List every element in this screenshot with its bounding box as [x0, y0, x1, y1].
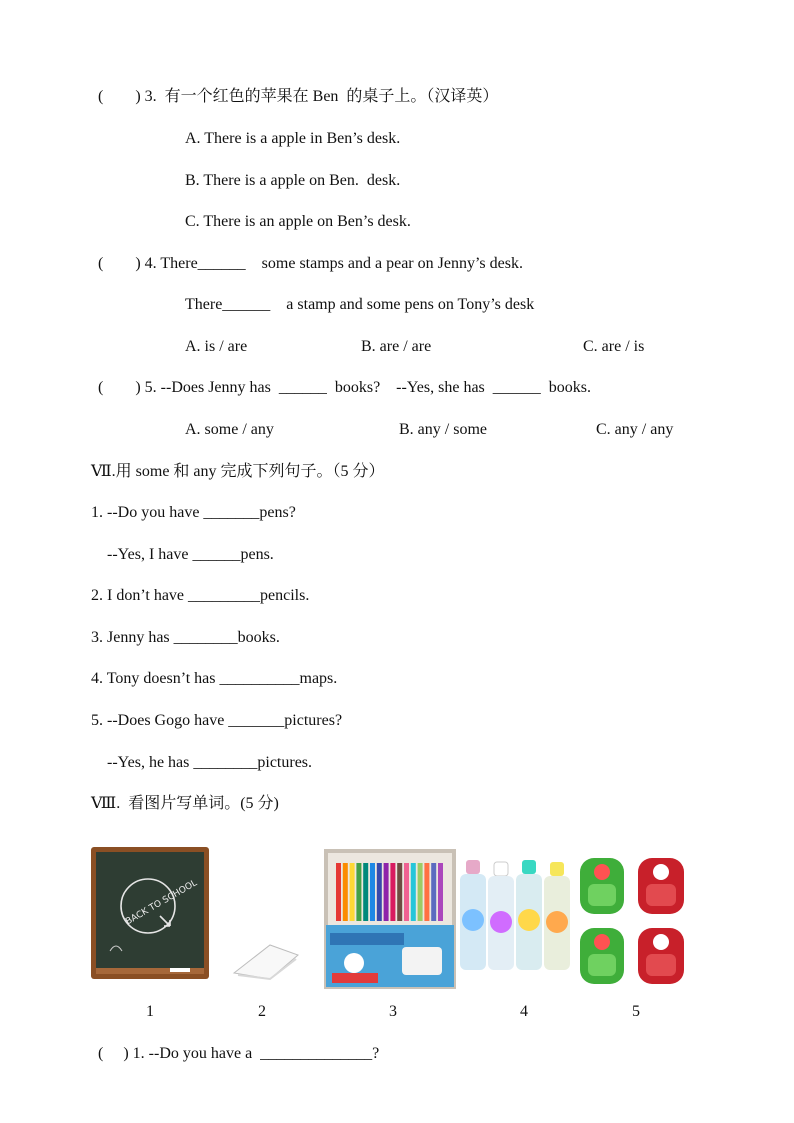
section-8-title: Ⅷ. 看图片写单词。(5 分) — [91, 795, 279, 812]
s7-item: 1. --Do you have _______pens? — [91, 504, 296, 521]
s8-question-1: ( ) 1. --Do you have a ______________? — [98, 1045, 380, 1062]
q3-stem: ( ) 3. 有一个红色的苹果在 Ben 的桌子上。（汉译英） — [98, 88, 499, 105]
picture-label-3: 3 — [389, 1003, 397, 1020]
q5-option-b: B. any / some — [399, 421, 487, 438]
crayon — [431, 863, 436, 921]
s7-item: 2. I don’t have _________pencils. — [91, 587, 310, 604]
s7-item: 3. Jenny has ________books. — [91, 629, 280, 646]
crayon — [363, 863, 368, 921]
crayon — [384, 863, 389, 921]
picture-label-4: 4 — [520, 1003, 528, 1020]
q5-option-c: C. any / any — [596, 421, 674, 438]
crayon — [404, 863, 409, 921]
crayon — [397, 863, 402, 921]
chalkboard-text: BACK TO SCHOOL — [124, 878, 199, 928]
chalkboard-picture — [90, 846, 210, 980]
s7-item: --Yes, he has ________pictures. — [91, 754, 313, 771]
q3-option-c: C. There is an apple on Ben’s desk. — [185, 213, 411, 230]
crayon-box-picture — [324, 849, 456, 989]
paper-picture — [230, 935, 302, 983]
crayon — [377, 863, 382, 921]
picture-label-5: 5 — [632, 1003, 640, 1020]
crayon — [336, 863, 341, 921]
s7-item: --Yes, I have ______pens. — [91, 546, 274, 563]
crayon — [390, 863, 395, 921]
crayon — [418, 863, 423, 921]
picture-label-1: 1 — [146, 1003, 154, 1020]
q4-option-c: C. are / is — [583, 338, 645, 355]
section-7-title: Ⅶ.用 some 和 any 完成下列句子。（5 分） — [91, 463, 385, 480]
crayon — [350, 863, 355, 921]
crayon — [370, 863, 375, 921]
crayon — [424, 863, 429, 921]
q3-option-b: B. There is a apple on Ben. desk. — [185, 172, 401, 189]
crayon — [411, 863, 416, 921]
crayon — [343, 863, 348, 921]
glue-bottles-picture — [458, 860, 576, 976]
q3-option-a: A. There is a apple in Ben’s desk. — [185, 130, 401, 147]
s7-item: 5. --Does Gogo have _______pictures? — [91, 712, 343, 729]
q4-option-a: A. is / are — [185, 338, 248, 355]
crayon — [438, 863, 443, 921]
q4-stem: ( ) 4. There______ some stamps and a pear on Jenny’s desk. — [98, 255, 523, 272]
q4-stem-2: There______ a stamp and some pens on Tony’s desk — [185, 296, 535, 313]
school-bags-picture — [576, 848, 694, 990]
q5-stem: ( ) 5. --Does Jenny has ______ books? --Yes, she has ______ books. — [98, 379, 592, 396]
q4-option-b: B. are / are — [361, 338, 432, 355]
s7-item: 4. Tony doesn’t has __________maps. — [91, 670, 338, 687]
picture-label-2: 2 — [258, 1003, 266, 1020]
crayon — [356, 863, 361, 921]
q5-option-a: A. some / any — [185, 421, 274, 438]
